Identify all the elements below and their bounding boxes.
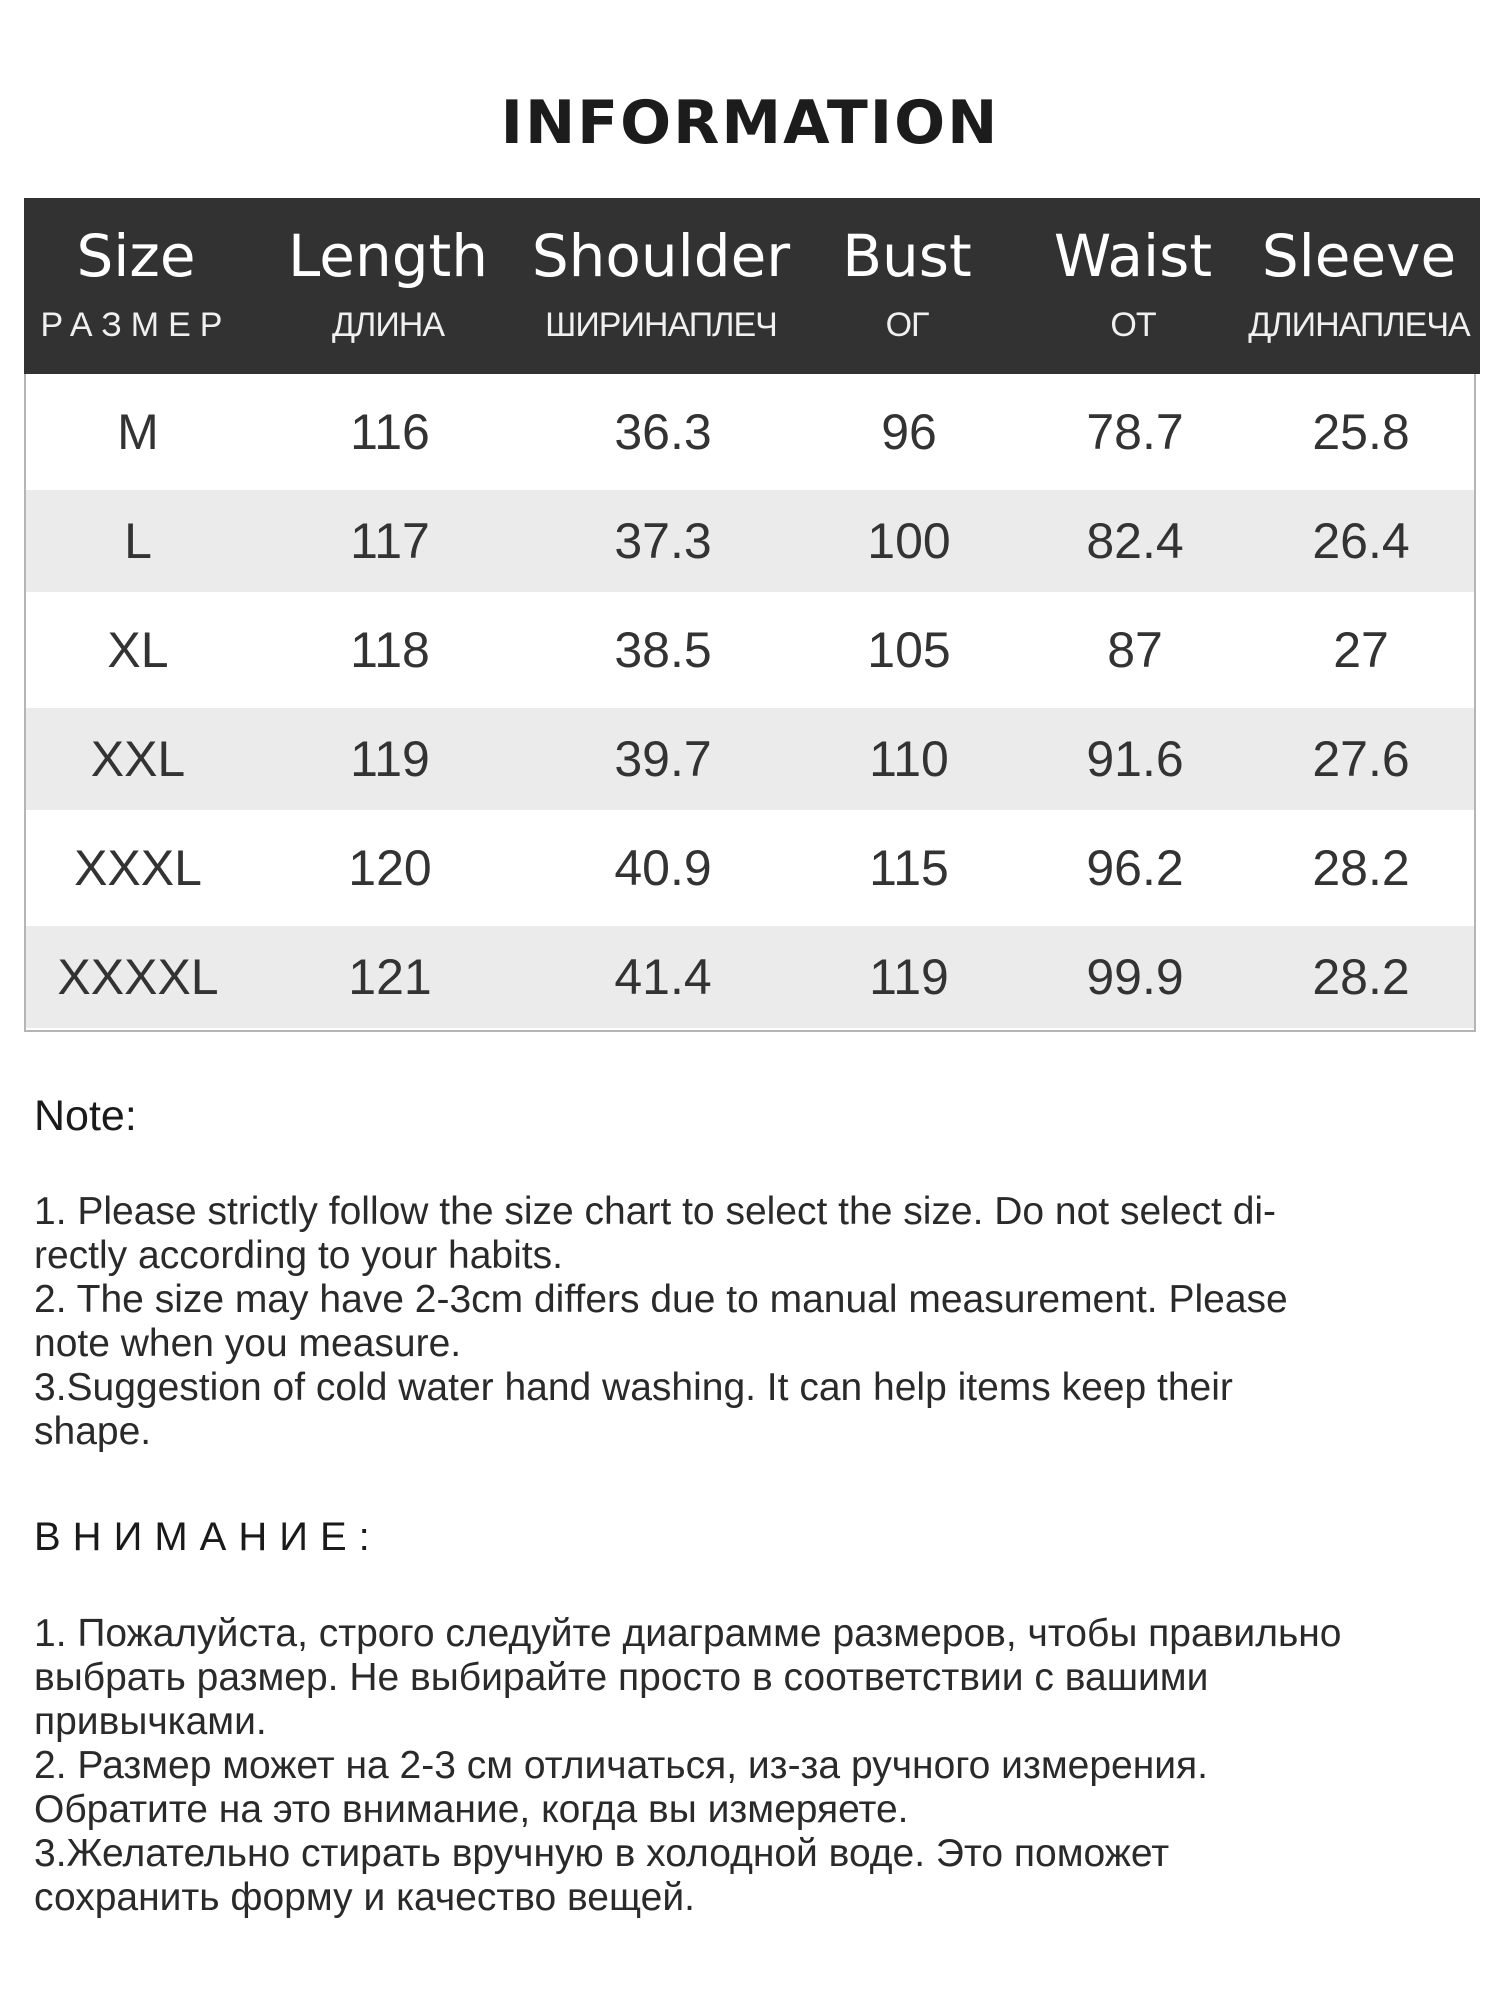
cell-size: XXXXL [57,949,219,1005]
table-row [26,708,1474,810]
cell-bust: 115 [869,840,949,896]
attention-text [34,1612,1474,1920]
page-title: INFORMATION [500,88,1000,158]
attention-line: 2. Размер может на 2-3 см отличаться, из-за ручного измерения. [34,1744,1208,1787]
cell-waist: 87 [1107,622,1163,678]
cell-bust: 119 [869,949,949,1005]
cell-length: 118 [350,622,430,678]
cell-shoulder: 39.7 [614,731,712,787]
header-label: Sleeve [1261,222,1457,290]
cell-bust: 105 [867,622,951,678]
note-line: rectly according to your habits. [34,1234,563,1277]
header-sublabel: РАЗМЕР [40,306,232,344]
cell-waist: 99.9 [1086,949,1184,1005]
cell-size: L [124,513,152,569]
attention-line: сохранить форму и качество вещей. [34,1876,695,1919]
cell-shoulder: 36.3 [614,404,712,460]
cell-sleeve: 27 [1333,622,1389,678]
note-line: 2. The size may have 2-3cm differs due to manual measurement. Please [34,1278,1288,1321]
header-sublabel: ОТ [1110,306,1156,344]
attention-heading: ВНИМАНИЕ: [34,1515,382,1559]
cell-waist: 78.7 [1086,404,1184,460]
note-heading: Note: [34,1092,137,1140]
table-row [26,926,1474,1028]
cell-sleeve: 26.4 [1312,513,1410,569]
note-line: note when you measure. [34,1322,462,1365]
cell-sleeve: 28.2 [1312,949,1410,1005]
header-shoulder [528,198,794,374]
attention-line: привычками. [34,1700,267,1743]
cell-shoulder: 40.9 [614,840,712,896]
cell-waist: 82.4 [1086,513,1184,569]
cell-length: 116 [350,404,430,460]
header-waist [1020,198,1246,374]
cell-length: 120 [348,840,432,896]
header-length [248,198,528,374]
header-sublabel: ДЛИНА [331,306,444,344]
note-text [34,1190,1474,1454]
table-row [26,592,1474,708]
header-sublabel: ДЛИНАПЛЕЧА [1248,306,1470,344]
cell-waist: 91.6 [1086,731,1184,787]
table-row [26,374,1474,490]
attention-line: 3.Желательно стирать вручную в холодной воде. Это поможет [34,1832,1170,1875]
note-line: 3.Suggestion of cold water hand washing. It can help items keep their [34,1366,1233,1409]
attention-line: выбрать размер. Не выбирайте просто в соответствии с вашими [34,1656,1209,1699]
attention-line: Обратите на это внимание, когда вы измеряете. [34,1788,909,1831]
cell-length: 121 [348,949,432,1005]
header-sleeve [1246,198,1472,374]
cell-bust: 100 [867,513,951,569]
table-row [26,490,1474,592]
header-label: Waist [1053,222,1213,290]
cell-bust: 110 [869,731,949,787]
header-label: Size [76,222,196,290]
header-label: Length [287,222,489,290]
cell-shoulder: 37.3 [614,513,712,569]
cell-size: XXL [90,731,186,787]
table-row [26,810,1474,926]
cell-size: XXXL [74,840,202,896]
cell-size: M [117,404,159,460]
cell-sleeve: 28.2 [1312,840,1410,896]
header-label: Bust [842,222,972,290]
cell-sleeve: 25.8 [1312,404,1410,460]
header-size [24,198,248,374]
note-line: shape. [34,1410,152,1453]
cell-length: 117 [350,513,430,569]
header-sublabel: ОГ [885,306,929,344]
header-bust [794,198,1020,374]
size-chart-table [24,198,1476,1032]
table-header [24,198,1480,374]
cell-bust: 96 [881,404,937,460]
cell-sleeve: 27.6 [1312,731,1410,787]
header-label: Shoulder [531,222,791,290]
cell-shoulder: 38.5 [614,622,712,678]
header-sublabel: ШИРИНАПЛЕЧ [545,306,777,344]
cell-length: 119 [350,731,430,787]
note-line: 1. Please strictly follow the size chart to select the size. Do not select di- [34,1190,1277,1233]
cell-waist: 96.2 [1086,840,1184,896]
attention-line: 1. Пожалуйста, строго следуйте диаграмме размеров, чтобы правильно [34,1612,1342,1655]
cell-shoulder: 41.4 [614,949,712,1005]
cell-size: XL [107,622,169,678]
